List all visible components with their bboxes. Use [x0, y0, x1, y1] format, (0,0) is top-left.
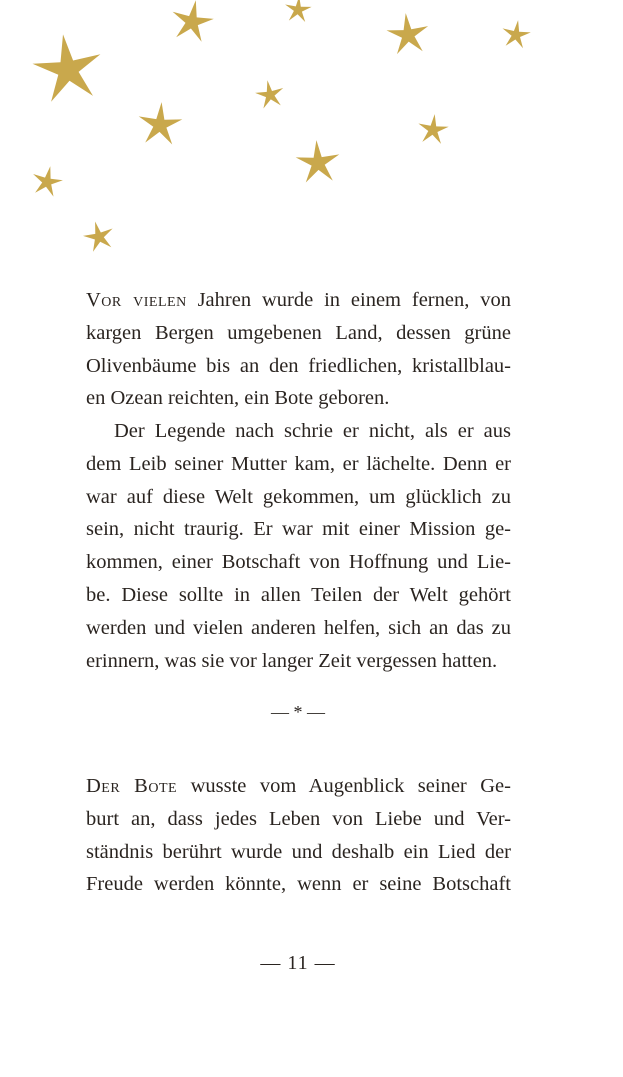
text-line: erinnern, was sie vor langer Zeit vergessen hatten. [86, 649, 498, 672]
text-line: war auf diese Welt gekommen, um glücklich zu [86, 485, 511, 508]
gold-star-icon [255, 80, 283, 108]
text-line: Olivenbäume bis an den friedlichen, kristallblau- [86, 354, 511, 377]
gold-star-icon [173, 0, 214, 42]
gold-star-icon [33, 34, 101, 101]
gold-star-icon [285, 0, 312, 22]
text-line: sein, nicht traurig. Er war mit einer Mission ge- [86, 518, 511, 541]
text-line: be. Diese sollte in allen Teilen der Welt gehört [86, 583, 511, 606]
gold-star-icon [83, 222, 113, 252]
text-line: en Ozean reichten, ein Bote geboren. [86, 387, 390, 410]
star-decoration [0, 0, 623, 270]
text-line: ständnis berührt wurde und deshalb ein Lied der [86, 840, 511, 863]
gold-star-icon [139, 102, 183, 144]
gold-star-icon [503, 20, 531, 48]
text-line: dem Leib seiner Mutter kam, er lächelte. Denn er [86, 452, 511, 475]
text-line: Der Legende nach schrie er nicht, als er aus [114, 420, 511, 442]
text-line: kargen Bergen umgebenen Land, dessen grüne [86, 321, 511, 344]
gold-star-icon [33, 166, 63, 196]
gold-star-icon [418, 114, 448, 144]
text-line: Vor vielen Jahren wurde in einem fernen, von [86, 289, 511, 311]
paragraph-2 [86, 415, 511, 677]
gold-star-icon [387, 13, 429, 54]
paragraph-3 [86, 770, 511, 901]
small-caps-lead: Vor vielen [86, 289, 187, 311]
text-line: kommen, einer Botschaft von Hoffnung und Lie- [86, 551, 511, 574]
gold-star-icon [296, 140, 340, 182]
section-separator: — * — [271, 702, 325, 722]
page-number: — 11 — [260, 952, 336, 974]
text-line: werden und vielen anderen helfen, sich an das zu [86, 616, 511, 639]
paragraph-1 [86, 284, 511, 415]
text-line: Der Bote wusste vom Augenblick seiner Ge- [86, 775, 511, 797]
text-line: Freude werden könnte, wenn er seine Botschaft [86, 873, 511, 896]
small-caps-lead: Der Bote [86, 775, 178, 797]
text-line: burt an, dass jedes Leben von Liebe und Ver- [86, 807, 511, 830]
